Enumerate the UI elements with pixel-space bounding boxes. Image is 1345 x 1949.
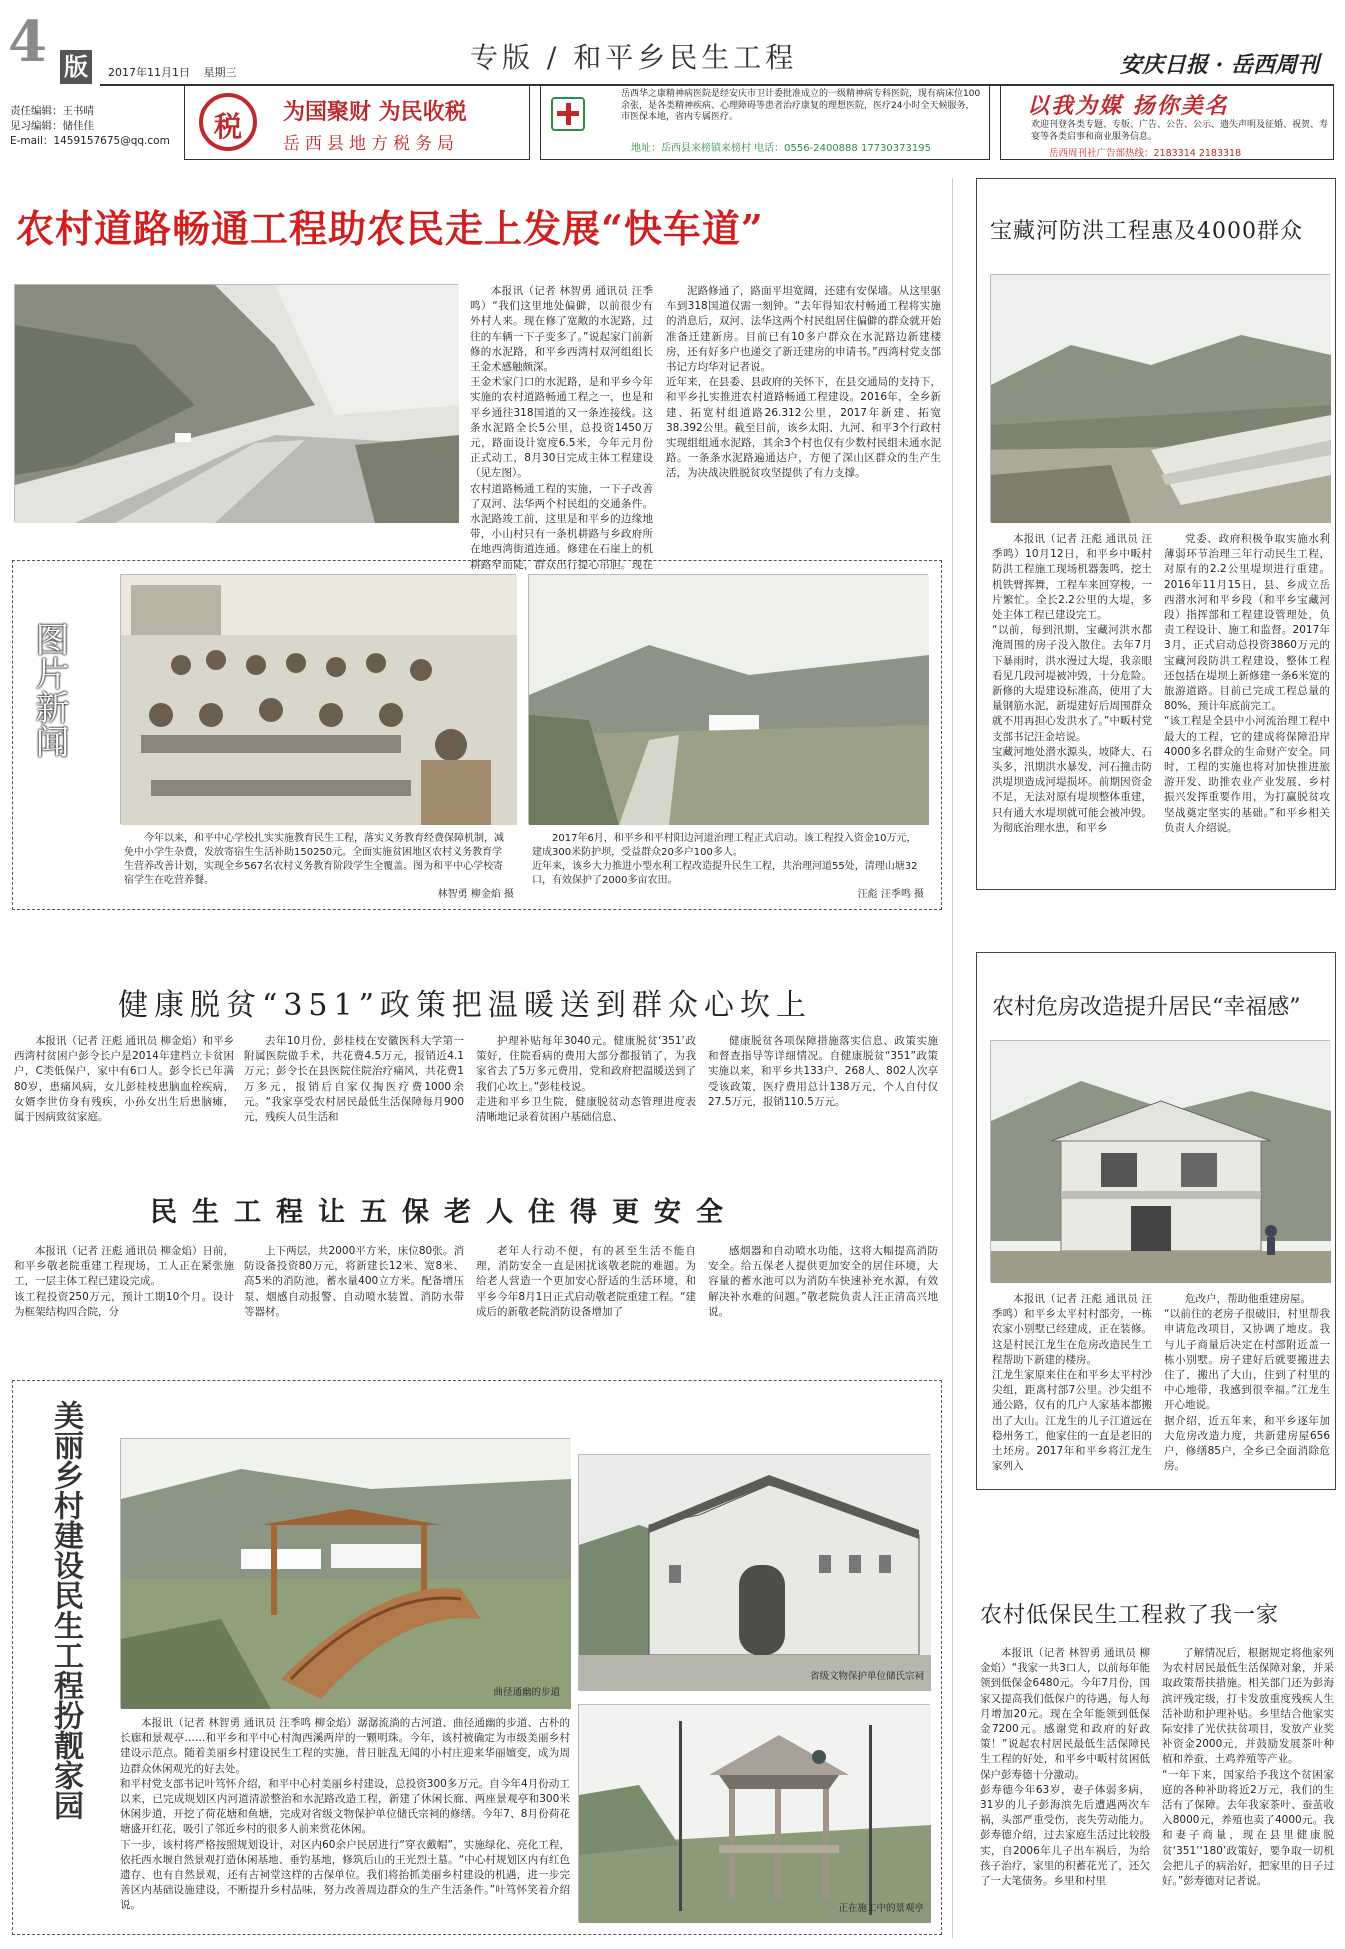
weekday-text: 星期三 (203, 66, 237, 79)
flood-photo (990, 274, 1330, 522)
health-column-4: 健康脱贫各项保障措施落实信息、政策实施和督查指导等详细情况。自健康脱贫“351”政策实施以来，和平乡共133户、268人、802人次享受该政策，医疗费用总计138万元，个人自付仅27.5万元，报销110.5万元。 (708, 1035, 938, 1108)
flood-column-1: 本报讯（记者 汪彪 通讯员 汪季鸣）10月12日，和平乡中畈村防洪工程施工现场机器轰鸣，挖土机铁臂挥舞，工程车来回穿梭，一片繁忙。全长2.2公里的大堤，多处主体工程已建设完工。 “以前，每到汛期，宝藏河洪水都淹周围的房子没入散住。去年7月下暴雨时，洪水漫过大堤，我亲眼看见几段河堤被冲毁，十分危险。新修的大堤建设标准高，使用了大量钢筋水泥，新堤建好后周围群众就不用再担心发洪水了。”中畈村党支部书记汪金培说。 宝藏河地处潜水源头，坡降大、石头多，汛期洪水暴发，河石撞击防洪堤坝造成河堤损坏。前期因资金不足，无法对原有堤坝整体重建，只有通大水堤坝就可能会被冲毁。为彻底治理水患，和平乡 (992, 533, 1152, 834)
housing-image (991, 1041, 1331, 1283)
lead-road-photo (14, 284, 458, 522)
bridge-image (121, 1439, 571, 1709)
section-title: 专版 / 和平乡民生工程 (470, 41, 798, 74)
beautiful-village-text: 本报讯（记者 林智勇 通讯员 汪季鸣 柳金焰）潺潺流淌的古河道、曲径通幽的步道、古朴的长廊和景观亭……和平乡和平中心村淘西溪两岸的一颗明珠。今年，该村被确定为市级美丽乡村建设示范点。随着美丽乡村建设民生工程的实施，昔日脏乱无闻的小村庄迎来华丽嬗变，成为周边群众休闲观光的好去处。 和平村党支部书记叶笃怀介绍，和平中心村美丽乡村建设，总投资300多万元。自今年4月份动工以来，已完成规划区内河道清淤整治和水泥路改造工程，新建了休闲长廊、两座景观亭和300米休闲步道，开挖了荷花塘和鱼塘，完成对省级文物保护单位储氏宗祠的修缮。今年7、8月份荷花塘盛开红花，吸引了邻近乡村的很多人前来赏花休闲。 下一步，该村将严格按照规划设计，对区内60余户民居进行“穿衣戴帽”，实施绿化、亮化工程，依托西水堰自然景观打造休闲基地、垂钓基地，修筑后山的王光烈土墓。“中心村规划区内有红色遗存、也有自然景观，还有古祠堂这样的古保单位。我们将抬抓美丽乡村建设的机遇，进一步完善区内基础设施建设，不断提升乡村品味，努力改善周边群众的生产生活条件。”叶笃怀笑着介绍说。 (120, 1717, 570, 1912)
masthead (0, 0, 1345, 81)
elderly-column-2: 上下两层，共2000平方米，床位80张。消防设备投资80万元，将新建长12米、宽8米、高5米的消防池，蓄水量400立方米。配备增压泵、烟感自动报警、自动喷水装置、消防水带等器材。 (244, 1245, 464, 1318)
pavilion-photo (578, 1704, 930, 1922)
editor-info (10, 104, 170, 149)
housing-column-1: 本报讯（记者 汪彪 通讯员 汪季鸣）和平乡太平村村部旁，一栋农家小别墅已经建成，正在装修。这是村民江龙生在危房改造民生工程帮助下新建的楼房。 江龙生家原来住在和平乡太平村沙尖组，距离村部7公里。沙尖组不通公路，仅有的几户人家基本都搬出了大山。江龙生的儿子江道远在稳州务工，他家住的一直是老旧的土坯房。2017年和平乡将江龙生家列入 (992, 1293, 1152, 1473)
date-text: 2017年11月1日 (108, 66, 190, 79)
flood-column-2: 党委、政府积极争取实施水利薄弱环节治理三年行动民生工程，对原有的2.2公里堤坝进行重建。2016年11月15日，县、乡成立岳西潜水河和平乡段（和平乡宝藏河段）指挥部和工程建设管理处，负责工程设计、施工和监督。2017年3月，正式启动总投资3860万元的宝藏河段防洪工程建设，整体工程还包括在堤坝上新修建一条6米宽的旅游道路。目前已完成工程总量的80%，预计年底前完工。 “该工程是全县中小河流治理工程中最大的工程，它的建成将保障沿岸4000多名群众的生命财产安全。同时，工程的实施也将对加快推进旅游开发、助推农业产业发展、乡村振兴发挥重要作用，为打赢脱贫攻坚战奠定坚实的基础。”和平乡相关负责人介绍说。 (1164, 533, 1330, 834)
elderly-column-1: 本报讯（记者 汪彪 通讯员 柳金焰）日前，和平乡敬老院重建工程现场，工人正在紧张施工，一层主体工程已建设完成。 该工程投资250万元，预计工期10个月。设计为框架结构四合院，分 (14, 1245, 235, 1318)
levee-caption: 2017年6月，和平乡和平村阳边河道治理工程正式启动。该工程投入资金10万元，建成300米防护坝，受益群众20多户100多人。 近年来，该乡大力推进小型水利工程改造提升民生工程，共治理河道55处，清理山塘32口，有效保护了2000多亩农田。 (532, 833, 918, 886)
email-line: E-mail：1459157675@qq.com (10, 135, 170, 147)
hospital-address: 地址：岳西县来榜镇来榜村 电话：0556-2400888 17730373195 (631, 143, 931, 154)
canteen-caption: 今年以来，和平中心学校扎实实施教育民生工程，落实义务教育经费保障机制，减免中小学生杂费，发放寄宿生生活补助150250元。全面实施贫困地区农村义务教育学生营养改善计划，实现全乡567名农村义务教育阶段学生全覆盖。图为和平中心学校寄宿学生在吃营养餐。 (124, 833, 504, 886)
levee-credit: 汪彪 汪季鸣 摄 (857, 889, 924, 900)
bridge-photo (120, 1438, 570, 1708)
page-number: 4 (8, 9, 47, 75)
trainee-editor-line: 见习编辑：储佳佳 (10, 120, 94, 132)
tax-bureau: 岳西县地方税务局 (283, 134, 459, 154)
elderly-column-3: 老年人行动不便，有的甚至生活不能自理，消防安全一直是困扰该敬老院的难题。为给老人营造一个更加安心舒适的生活环境，和平乡今年8月1日正式启动敬老院重建工程。“建成后的新敬老院消防设备增加了 (476, 1245, 696, 1318)
dibao-column-2: 了解情况后，根据规定将他家列为农村居民最低生活保障对象，并采取政策帮扶措施。相关部门还为彭海滨评残定级，打卡发放重度残疾人生活补助和护理补贴。乡里结合他家实际安排了光伏扶贫项目，发放产业奖补资金2000元，并鼓励发展茶叶种植和养蚕、土鸡养殖等产业。 “一年下来，国家给予我这个贫困家庭的各种补助将近2万元，我们的生活有了保障。去年我家茶叶、蚕茧收入8000元，养殖也卖了4000元。我和妻子商量，现在县里健康脱贫‘351’‘180’政策好，要争取一切机会把儿子的病治好，把家里的日子过好。”彭寿德对记者说。 (1162, 1647, 1334, 1888)
right-column-rule (952, 178, 953, 1938)
dibao-column-1: 本报讯（记者 林智勇 通讯员 柳金焰）“我家一共3口人，以前每年能领到低保金6480元。今年7月份，国家又提高我们低保户的待遇，每人每月增加20元。现在全年能领到低保金7200元。感谢党和政府的好政策！”说起农村居民最低生活保障民生工程的好处，和平乡中畈村贫困低保户彭寿德十分激动。 彭寿德今年63岁，妻子体弱多病，31岁的儿子彭海滨先后遭遇两次车祸，头部严重受伤，丧失劳动能力。彭寿德介绍，过去家庭生活过比较殷实，自2006年儿子出车祸后，为给孩子治疗，家里的积蓄花光了，还欠了一大笔债务。乡里和村里 (980, 1647, 1150, 1888)
levee-image (529, 575, 929, 825)
dibao-headline: 农村低保民生工程救了我一家 (980, 1603, 1280, 1628)
elderly-headline: 民生工程让五保老人住得更安全 (150, 1197, 738, 1228)
beautiful-village-label: 美丽乡村建设民生工程扮靓家园 (48, 1400, 83, 1820)
tax-logo (199, 93, 257, 151)
health-column-3: 护理补贴每年3040元。健康脱贫‘351’政策好，住院看病的费用大部分都报销了，为我家省去了5万多元费用，党和政府把温暖送到了我们心坎上。”彭桂枝说。 走进和平乡卫生院，健康脱贫动态管理进度表清晰地记录着贫困户基础信息、 (476, 1035, 696, 1124)
bridge-caption: 曲径通幽的步道 (493, 1687, 560, 1698)
health-headline: 健康脱贫“351”政策把温暖送到群众心坎上 (118, 988, 812, 1023)
page-suffix: 版 (60, 50, 92, 84)
canteen-photo (120, 574, 516, 824)
housing-headline: 农村危房改造提升居民“幸福感” (992, 995, 1301, 1020)
photo-news-label: 图片新闻 (29, 622, 69, 758)
health-column-1: 本报讯（记者 汪彪 通讯员 柳金焰）和平乡西湾村贫困户彭令长户是2014年建档立卡贫困户，C类低保户，家中有6口人。彭令长已年满80岁，患痛风病，女儿彭桂枝患脑血栓疾病，女婿李世仿身有残疾，小孙女出生后患脑瘫，属于因病致贫家庭。 (14, 1035, 235, 1124)
pavilion-caption: 正在施工中的景观亭 (838, 1903, 924, 1914)
tax-logo-char: 税 (213, 110, 242, 143)
hospital-ad (540, 84, 990, 160)
lead-column-2: 泥路修通了，路面平坦宽阔，还建有安保墙。从这里驱车到318国道仅需一刻钟。“去年得知农村畅通工程将实施的消息后，双河、法华这两个村民组居住偏僻的群众就开始准备迁建新房。目前已有10多户群众在水泥路边新建楼房，还有好多户也递交了新迁建房的申请书。”西湾村党支部书记方均华对记者说。 近年来，在县委、县政府的关怀下，在县交通局的支持下，和平乡扎实推进农村道路畅通工程建设。2016年，全乡新建、拓宽村组道路26.312公里，2017年新建、拓宽38.392公里。截至目前，该乡太阳、九河、和平3个行政村实现组组通水泥路，其余3个村也仅有少数村民组未通水泥路。一条条水泥路遍通达户，方便了深山区群众的生产生活，为决战决胜脱贫攻坚提供了有力支撑。 (666, 285, 941, 480)
hospital-text: 岳西华之康精神病医院是经安庆市卫计委批准成立的一级精神病专科医院，现有病床位100余张，是各类精神疾病、心理障碍等患者治疗康复的理想医院，医疗24小时全天候服务，市医保本地，省内专属医疗。 (621, 89, 981, 122)
ancestral-hall-photo (578, 1454, 930, 1690)
lead-column-1: 本报讯（记者 林智勇 通讯员 汪季鸣）“我们这里地处偏僻，以前很少有外村人来。现在修了宽敞的水泥路，过往的车辆一下子变多了。”说起家门前新修的水泥路，和平乡西湾村双河组组长王金术感触颇深。 王金术家门口的水泥路，是和平乡今年实施的农村道路畅通工程之一，也是和平乡通往318国道的又一条连接线。这条水泥路全长5公里，总投资1450万元，路面设计宽度6.5米，今年元月份正式动工，8月30日完成主体工程建设（见左图）。 农村道路畅通工程的实施，一下子改善了双河、法华两个村民组的交通条件。水泥路竣工前，这里是和平乡的边缘地带，小山村只有一条机耕路与乡政府所在地西湾街道连通。修建在石崖上的机耕路窄而陡，群众出行提心吊胆。现在 (470, 285, 653, 571)
canteen-image (121, 575, 517, 825)
tax-ad (184, 84, 530, 160)
issue-date (108, 64, 237, 80)
elderly-column-4: 感烟器和自动喷水功能，这将大幅提高消防安全。给五保老人提供更加安全的居住环境，大容量的蓄水池可以为消防车快速补充水源，有效解决补水难的问题。”敬老院负责人汪正清高兴地说。 (708, 1245, 938, 1318)
pavilion-image (579, 1705, 931, 1923)
housing-column-2: 危改户，帮助他重建房屋。 “以前住的老房子很破旧，村里帮我申请危改项目，又协调了地皮。我与儿子商量后决定在村部附近盖一栋小别墅。房子建好后就要搬进去住了，搬出了大山，住到了村里的中心地带，我感到很幸福。”江龙生开心地说。 据介绍，近五年来，和平乡逐年加大危房改造力度，共新建房屋656户，修缮85户，全乡已全面消除危房。 (1164, 1293, 1330, 1473)
paper-name: 安庆日报 · 岳西周刊 (1120, 52, 1319, 78)
road-photo-image (15, 285, 459, 523)
ancestral-hall-image (579, 1455, 931, 1691)
canteen-credit: 林智勇 柳金焰 摄 (437, 889, 514, 900)
flood-image (991, 275, 1331, 523)
weekly-slogan: 以我为媒 扬你美名 (1027, 93, 1229, 119)
hospital-logo-icon (551, 97, 585, 131)
tax-slogan: 为国聚财 为民收税 (283, 99, 467, 125)
weekly-phone: 岳西周刊社广告部热线：2183314 2183318 (1049, 148, 1242, 159)
editor-line: 责任编辑：王书晴 (10, 105, 94, 117)
lead-headline: 农村道路畅通工程助农民走上发展“快车道” (16, 206, 764, 251)
health-column-2: 去年10月份，彭桂枝在安徽医科大学第一附属医院做手术，共花费4.5万元，报销近4.1万元；彭令长在县医院住院治疗痛风，共花费1万多元，报销后自家仅掏医疗费1000余元。“我家享受农村居民最低生活保障每月900元，残疾人员生活和 (244, 1035, 464, 1124)
weekly-ad (1000, 84, 1334, 160)
weekly-text: 欢迎刊登各类专题、专版、广告、公告、公示、遗失声明及征婚、祝贺、寿宴等各类启事和商业服务信息。 (1031, 120, 1329, 142)
flood-headline: 宝藏河防洪工程惠及4000群众 (990, 219, 1303, 244)
river-levee-photo (528, 574, 928, 824)
housing-photo (990, 1040, 1330, 1282)
ancestral-hall-caption: 省级文物保护单位储氏宗祠 (809, 1671, 924, 1682)
